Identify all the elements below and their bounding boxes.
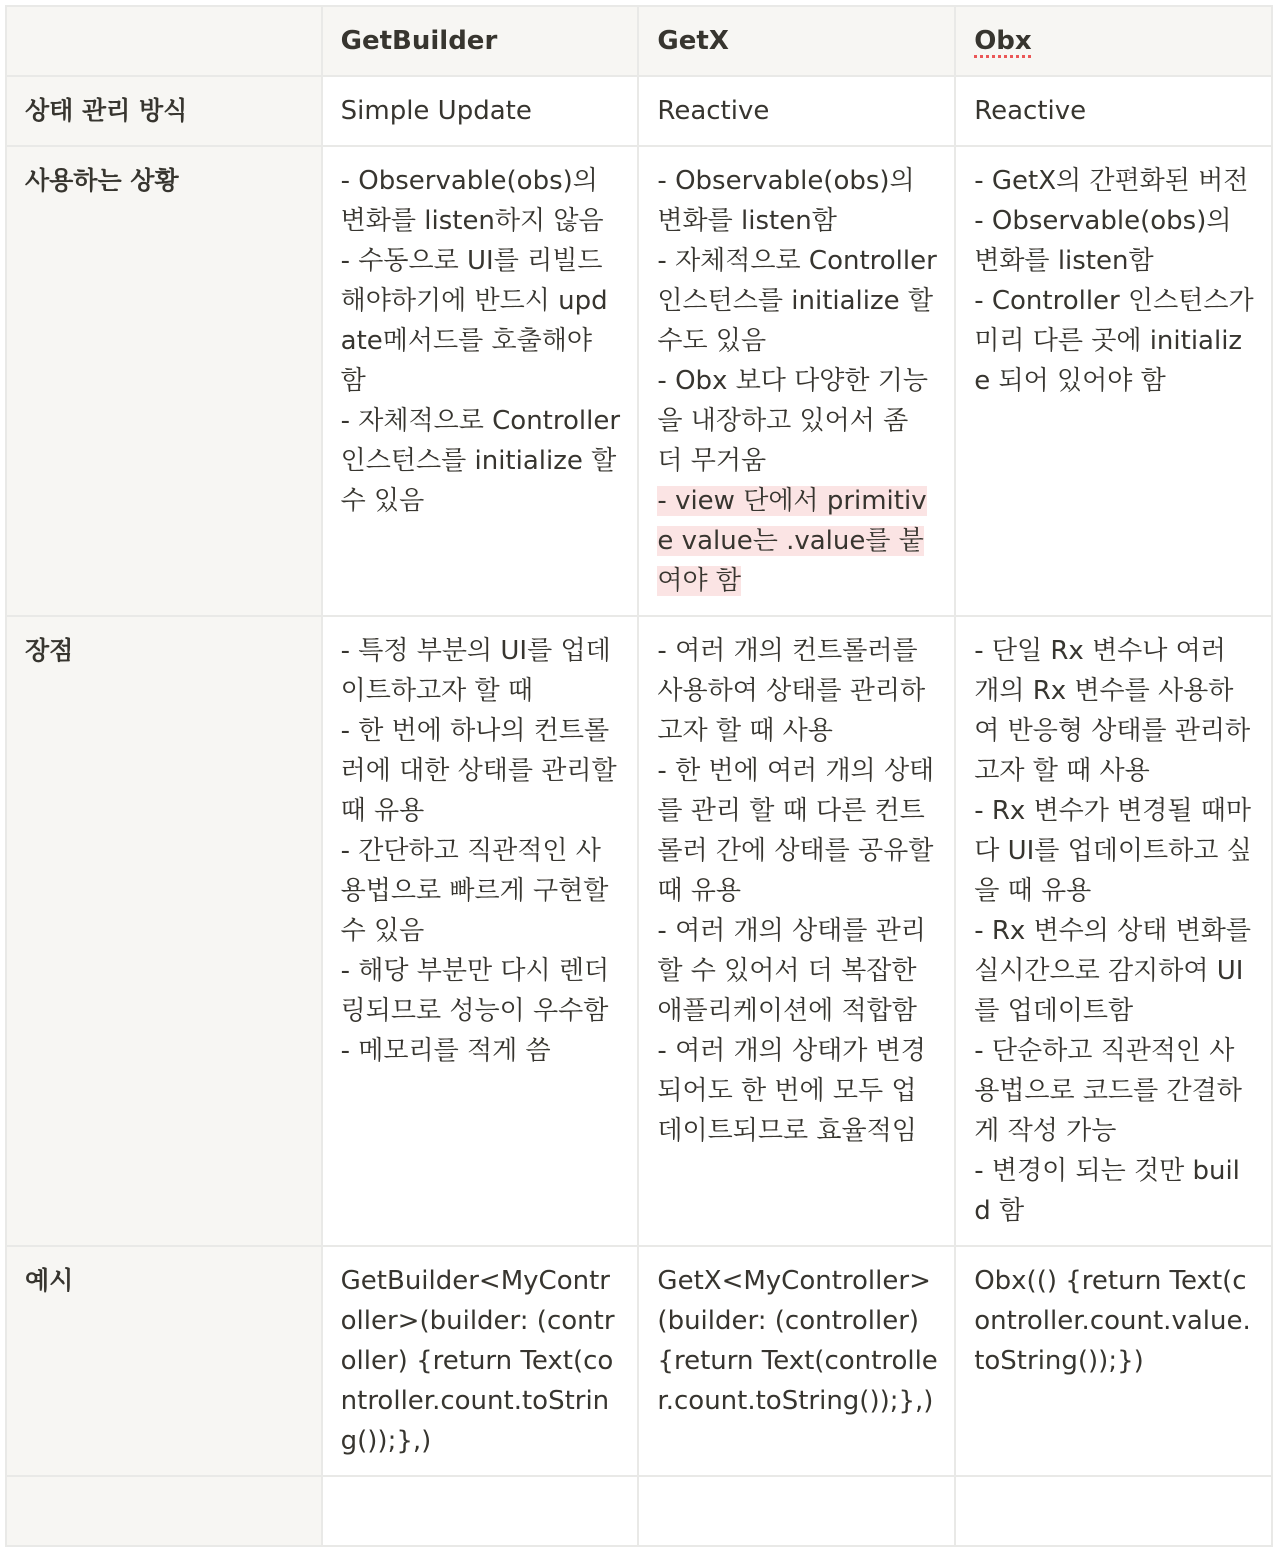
cell-line: - 특정 부분의 UI를 업데이트하고자 할 때: [340, 636, 611, 706]
cell-line: - 자체적으로 Controller 인스턴스를 initialize 할 수도 있음: [657, 246, 937, 356]
cell-obx-state-management[interactable]: [955, 76, 1272, 146]
code-example: GetX<MyController>(builder: (controller) {return Text(controller.count.toString());},): [657, 1266, 938, 1416]
cell-partial[interactable]: [955, 1476, 1272, 1546]
cell-line: - 여러 개의 컨트롤러를 사용하여 상태를 관리하고자 할 때 사용: [657, 636, 926, 746]
cell-line: Reactive: [974, 96, 1087, 126]
cell-getx-example[interactable]: [638, 1246, 955, 1476]
cell-getbuilder-advantages[interactable]: [322, 616, 639, 1246]
row-label-advantages[interactable]: 장점: [6, 616, 322, 1246]
cell-obx-advantages[interactable]: [955, 616, 1272, 1246]
cell-line: - GetX의 간편화된 버전: [974, 166, 1249, 196]
cell-line: - 여러 개의 상태가 변경되어도 한 번에 모두 업데이트되므로 효율적임: [657, 1036, 926, 1146]
cell-line: - Observable(obs)의 변화를 listen함: [974, 206, 1232, 276]
header-obx-text: Obx: [974, 26, 1032, 56]
table-row-usage: [6, 146, 1272, 616]
header-cell-empty[interactable]: [6, 6, 322, 76]
header-cell-obx[interactable]: [955, 6, 1272, 76]
row-label-partial[interactable]: [6, 1476, 322, 1546]
cell-obx-example[interactable]: [955, 1246, 1272, 1476]
cell-getbuilder-usage[interactable]: [322, 146, 639, 616]
cell-line: - Observable(obs)의 변화를 listen함: [657, 166, 915, 236]
cell-line: - 해당 부분만 다시 렌더링되므로 성능이 우수함: [340, 956, 610, 1026]
cell-getx-advantages[interactable]: [638, 616, 955, 1246]
cell-line: - Observable(obs)의 변화를 listen하지 않음: [340, 166, 604, 236]
cell-line: - 한 번에 하나의 컨트롤러에 대한 상태를 관리할 때 유용: [340, 716, 617, 826]
code-example: Obx(() {return Text(controller.count.value.toString());}): [974, 1266, 1251, 1376]
cell-getx-state-management[interactable]: [638, 76, 955, 146]
row-label-usage[interactable]: 사용하는 상황: [6, 146, 322, 616]
cell-line: - 단순하고 직관적인 사용법으로 코드를 간결하게 작성 가능: [974, 1036, 1242, 1146]
cell-line: - 간단하고 직관적인 사용법으로 빠르게 구현할 수 있음: [340, 836, 609, 946]
cell-getbuilder-example[interactable]: [322, 1246, 639, 1476]
highlighted-line: [657, 481, 938, 601]
table-row-advantages: [6, 616, 1272, 1246]
cell-partial[interactable]: [322, 1476, 639, 1546]
table-row-example: [6, 1246, 1272, 1476]
cell-obx-usage[interactable]: [955, 146, 1272, 616]
cell-line: - 메모리를 적게 씀: [340, 1036, 551, 1066]
header-cell-getbuilder[interactable]: GetBuilder: [322, 6, 639, 76]
comparison-table: [5, 5, 1273, 1547]
cell-line: - Rx 변수가 변경될 때마다 UI를 업데이트하고 싶을 때 유용: [974, 796, 1252, 906]
cell-line: - Obx 보다 다양한 기능을 내장하고 있어서 좀 더 무거움: [657, 366, 929, 476]
code-example: GetBuilder<MyController>(builder: (controller) {return Text(controller.count.toString());},): [340, 1266, 615, 1456]
table-row-state-management: [6, 76, 1272, 146]
cell-line: - Rx 변수의 상태 변화를 실시간으로 감지하여 UI를 업데이트함: [974, 916, 1252, 1026]
cell-line: - 수동으로 UI를 리빌드 해야하기에 반드시 update메서드를 호출해야 함: [340, 246, 608, 396]
cell-line: - Controller 인스턴스가 미리 다른 곳에 initialize 되어 있어야 함: [974, 286, 1254, 396]
header-cell-getx[interactable]: GetX: [638, 6, 955, 76]
cell-line: - 변경이 되는 것만 build 함: [974, 1156, 1240, 1226]
cell-line: Reactive: [657, 96, 770, 126]
row-label-example[interactable]: 예시: [6, 1246, 322, 1476]
cell-line: - 자체적으로 Controller 인스턴스를 initialize 할 수 있음: [340, 406, 621, 516]
header-row: [6, 6, 1272, 76]
cell-getbuilder-state-management[interactable]: [322, 76, 639, 146]
row-label-state-management[interactable]: 상태 관리 방식: [6, 76, 322, 146]
table-row-partial: [6, 1476, 1272, 1546]
cell-line: - 단일 Rx 변수나 여러 개의 Rx 변수를 사용하여 반응형 상태를 관리하고자 할 때 사용: [974, 636, 1251, 786]
cell-getx-usage[interactable]: [638, 146, 955, 616]
highlight-text: - view 단에서 primitive value는 .value를 붙여야 함: [657, 486, 927, 596]
cell-line: - 여러 개의 상태를 관리할 수 있어서 더 복잡한 애플리케이션에 적합함: [657, 916, 926, 1026]
cell-line: - 한 번에 여러 개의 상태를 관리 할 때 다른 컨트롤러 간에 상태를 공유할 때 유용: [657, 756, 935, 906]
cell-line: Simple Update: [340, 96, 532, 126]
cell-partial[interactable]: [638, 1476, 955, 1546]
